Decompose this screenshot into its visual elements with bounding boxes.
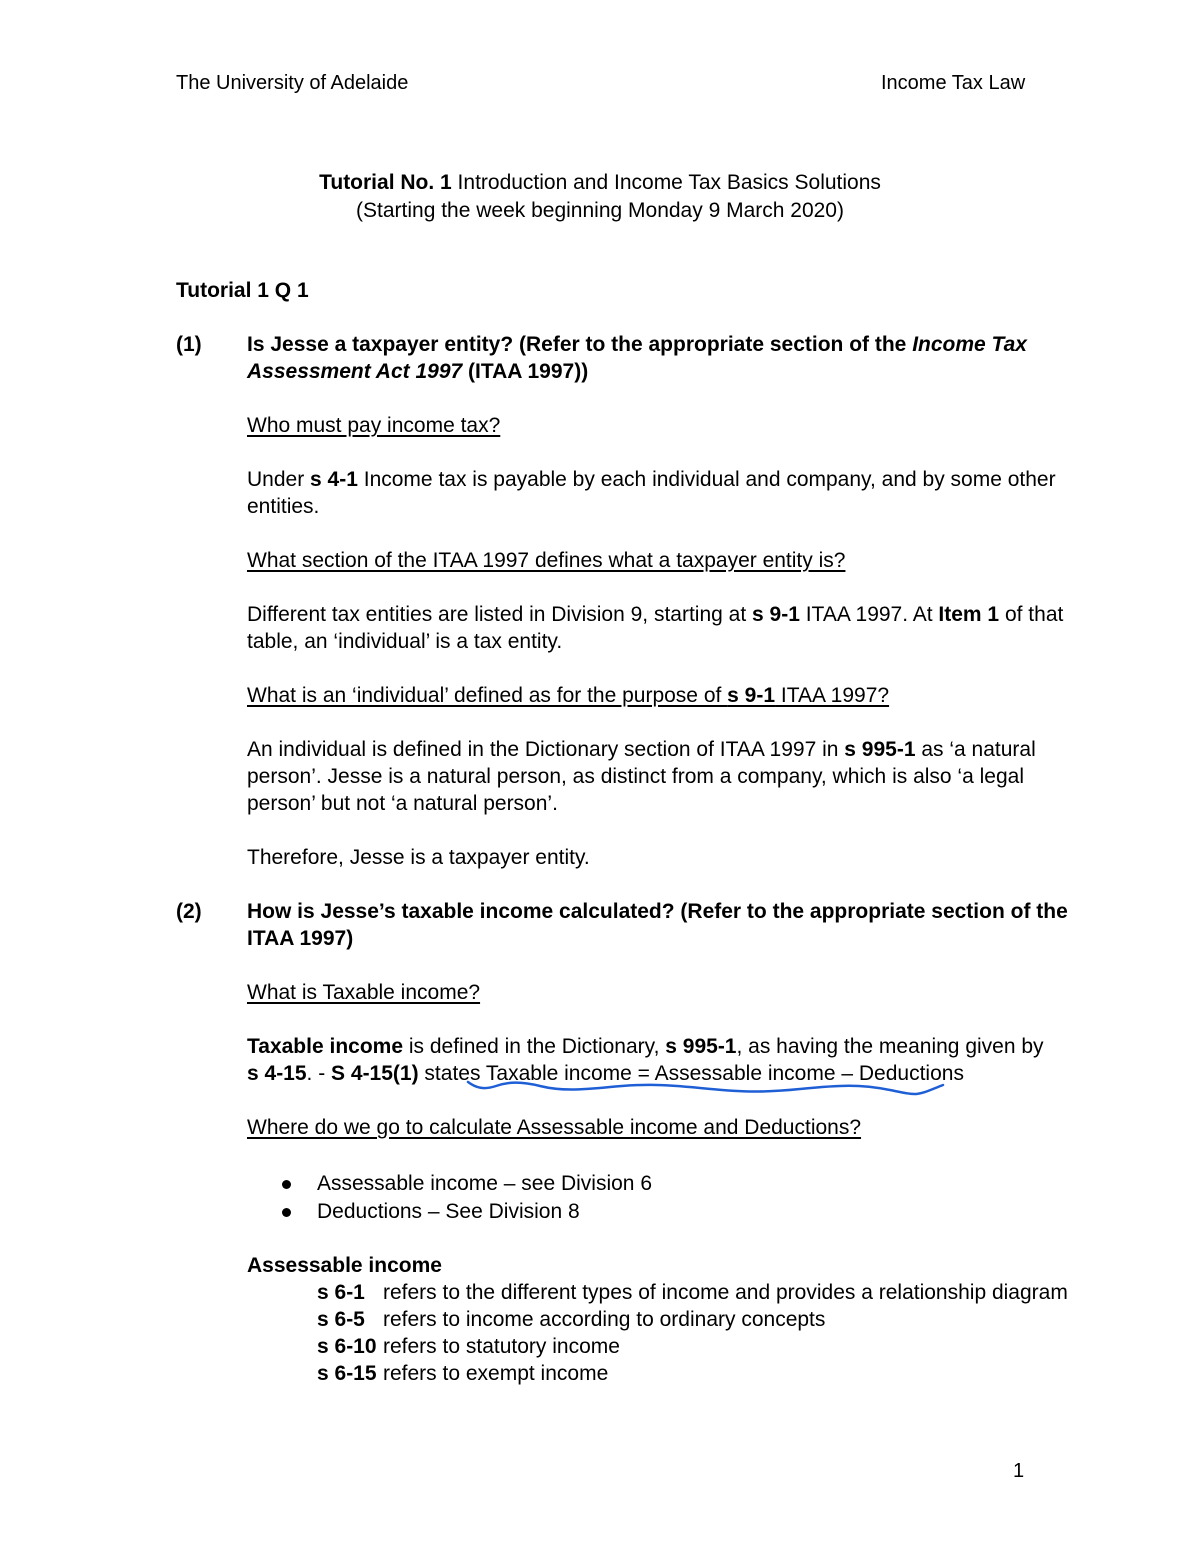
conclusion-paragraph: Therefore, Jesse is a taxpayer entity. xyxy=(247,846,590,869)
paragraph-taxable-income: Taxable income is defined in the Dictionary, s 995-1, as having the meaning given by xyxy=(247,1035,1044,1058)
paragraph-division-9: Different tax entities are listed in Division 9, starting at s 9-1 ITAA 1997. At Item 1 of that xyxy=(247,603,1064,626)
header-university: The University of Adelaide xyxy=(176,72,409,94)
document-title xyxy=(0,171,1200,195)
title-text: Introduction and Income Tax Basics Solutions xyxy=(451,171,881,194)
section-ref-s995-1: s 995-1 xyxy=(665,1035,737,1058)
paragraph-s995-1-line-2: person’. Jesse is a natural person, as distinct from a company, which is also ‘a legal xyxy=(247,765,1024,788)
section-description: refers to the different types of income and provides a relationship diagram xyxy=(383,1281,1068,1304)
page-number: 1 xyxy=(1013,1460,1025,1482)
subheading-taxable-income: What is Taxable income? xyxy=(247,981,481,1004)
section-ref-s4-15: s 4-15 xyxy=(247,1062,307,1085)
paragraph-division-9-line-2: table, an ‘individual’ is a tax entity. xyxy=(247,630,563,653)
question-2-line-1: How is Jesse’s taxable income calculated? (Refer to the appropriate section of the xyxy=(247,900,1068,923)
paragraph-s995-1: An individual is defined in the Dictionary section of ITAA 1997 in s 995-1 as ‘a natural xyxy=(247,738,1036,761)
question-number-1: (1) xyxy=(176,333,202,356)
section-heading: Tutorial 1 Q 1 xyxy=(176,279,309,302)
item-ref: Item 1 xyxy=(938,603,1000,626)
document-subtitle: (Starting the week beginning Monday 9 March 2020) xyxy=(356,199,844,222)
section-ref-s995-1: s 995-1 xyxy=(844,738,916,761)
subheading-individual-definition: What is an ‘individual’ defined as for the purpose of s 9-1 ITAA 1997? xyxy=(247,684,890,707)
paragraph-s995-1-line-3: person’ but not ‘a natural person’. xyxy=(247,792,558,815)
section-description: refers to income according to ordinary concepts xyxy=(383,1308,826,1331)
section-description: refers to statutory income xyxy=(383,1335,620,1358)
question-1-line-2 xyxy=(247,360,588,384)
header-course: Income Tax Law xyxy=(881,72,1026,94)
question-1-act-name-cont: Assessment Act 1997 xyxy=(247,360,463,383)
question-1-act-name: Income Tax xyxy=(912,333,1027,356)
bullet-dot xyxy=(282,1208,291,1217)
section-ref: s 6-1 xyxy=(317,1281,365,1304)
question-1-text: Is Jesse a taxpayer entity? (Refer to the appropriate section of the xyxy=(247,333,913,356)
subheading-who-pays: Who must pay income tax? xyxy=(247,414,501,437)
bullet-assessable-income: Assessable income – see Division 6 xyxy=(317,1172,652,1195)
heading-assessable-income: Assessable income xyxy=(247,1254,442,1277)
section-ref-s4-15-1: S 4-15(1) xyxy=(331,1062,419,1085)
section-description: refers to exempt income xyxy=(383,1362,609,1385)
question-1-line-1 xyxy=(247,333,1027,357)
section-ref: s 6-10 xyxy=(317,1335,377,1358)
question-2-line-2: ITAA 1997) xyxy=(247,927,354,950)
question-1-act-abbrev: (ITAA 1997)) xyxy=(462,360,589,383)
paragraph-s4-1-line-2: entities. xyxy=(247,495,320,518)
section-ref: s 6-15 xyxy=(317,1362,377,1385)
title-tutorial-number: Tutorial No. 1 xyxy=(319,171,452,194)
section-ref: s 6-5 xyxy=(317,1308,365,1331)
section-ref-s9-1: s 9-1 xyxy=(752,603,800,626)
paragraph-taxable-income-formula: s 4-15. - S 4-15(1) states Taxable income = Assessable income – Deductions xyxy=(247,1062,964,1085)
question-number-2: (2) xyxy=(176,900,202,923)
subheading-taxpayer-entity: What section of the ITAA 1997 defines what a taxpayer entity is? xyxy=(247,549,846,572)
taxable-income-formula: Taxable income = Assessable income – Deductions xyxy=(485,1062,964,1085)
bullet-deductions: Deductions – See Division 8 xyxy=(317,1200,580,1223)
section-ref-s4-1: s 4-1 xyxy=(310,468,358,491)
paragraph-s4-1: Under s 4-1 Income tax is payable by each individual and company, and by some other xyxy=(247,468,1056,491)
bullet-dot xyxy=(282,1180,291,1189)
subheading-where-calculate: Where do we go to calculate Assessable income and Deductions? xyxy=(247,1116,862,1139)
